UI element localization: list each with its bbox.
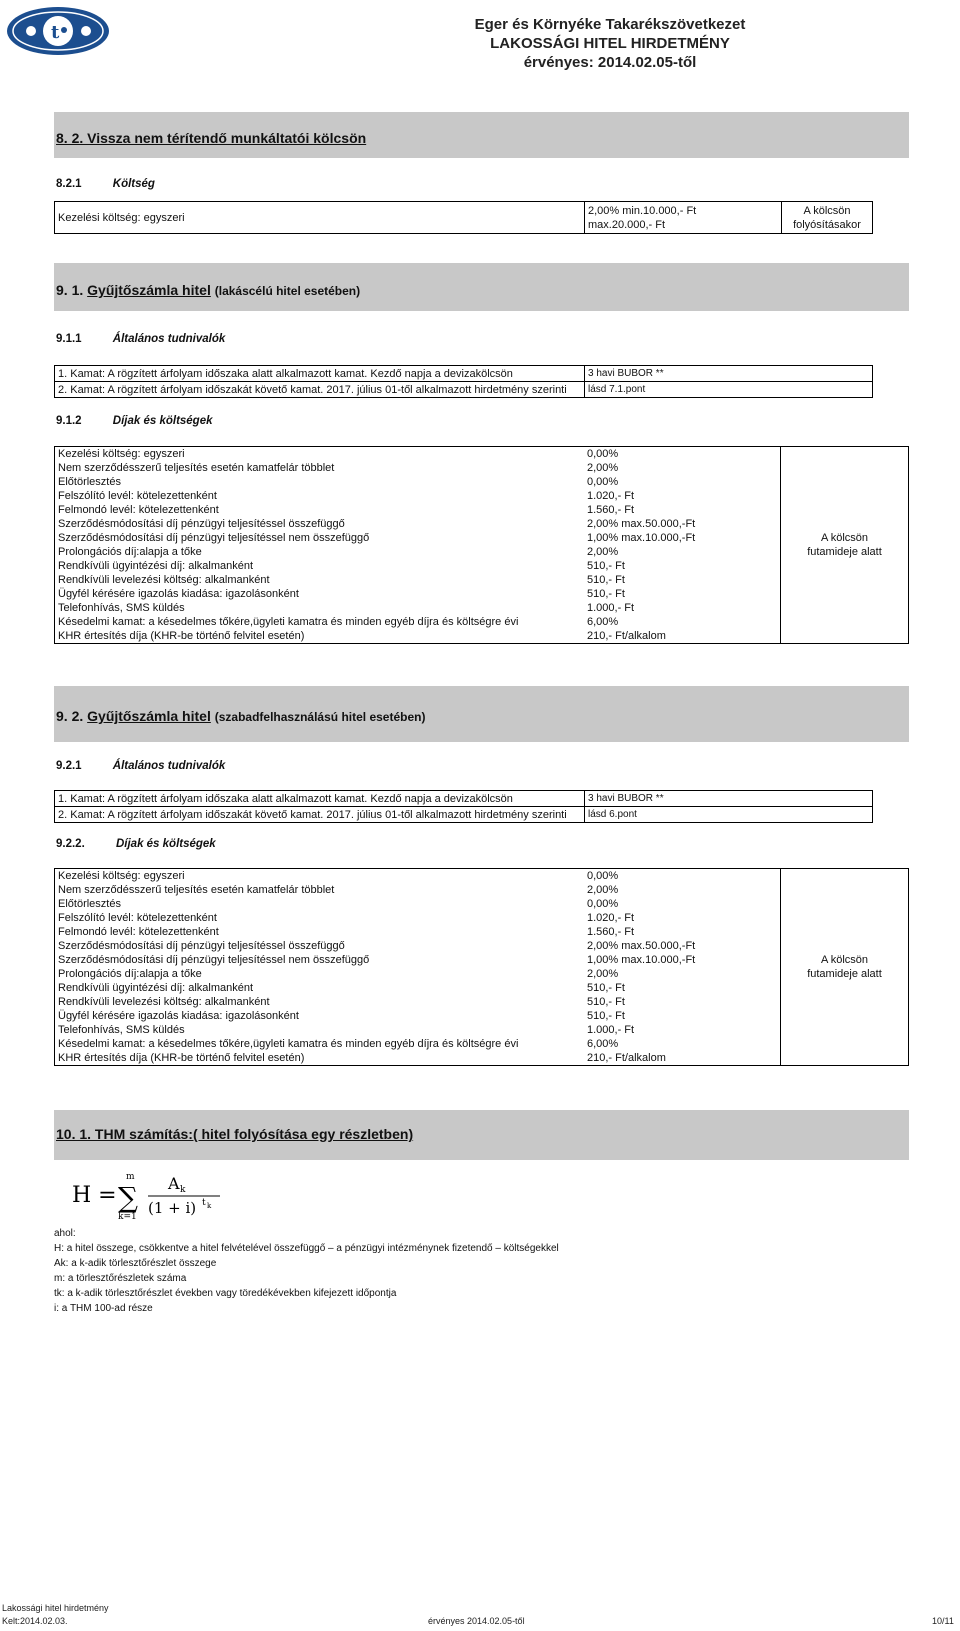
fee-value: 1,00% max.10.000,-Ft — [584, 953, 781, 967]
fee-label: Szerződésmódosítási díj pénzügyi teljesítéssel összefüggő — [55, 939, 585, 953]
fee-value: 1,00% max.10.000,-Ft — [584, 531, 781, 545]
footer-page-number: 10/11 — [932, 1616, 954, 1626]
thm-formula — [70, 1167, 230, 1223]
table-row — [55, 517, 909, 531]
svg-text:t: t — [51, 22, 60, 43]
table-row — [55, 1051, 909, 1066]
fee-period-line2: futamideje alatt — [807, 968, 882, 980]
section-number: 9. 2. — [56, 708, 84, 724]
section-title-10-1 — [56, 1126, 413, 1142]
cost-label: Kezelési költség: egyszeri — [55, 202, 585, 234]
footer-date: Kelt:2014.02.03. — [2, 1616, 68, 1626]
table-row — [55, 911, 909, 925]
table-row — [55, 503, 909, 517]
subsection-title: Költség — [112, 178, 155, 190]
fee-label: Felszólító levél: kötelezettenként — [55, 911, 585, 925]
fee-label: Telefonhívás, SMS küldés — [55, 1023, 585, 1037]
fee-value: 210,- Ft/alkalom — [584, 629, 781, 644]
fee-value: 1.000,- Ft — [584, 601, 781, 615]
section-title-10-1-text: 10. 1. THM számítás:( hitel folyósítása egy részletben) — [56, 1126, 414, 1142]
table-row — [55, 791, 873, 807]
fee-value: 1.560,- Ft — [584, 503, 781, 517]
table-row — [55, 489, 909, 503]
table-row — [55, 939, 909, 953]
fee-value: 510,- Ft — [584, 559, 781, 573]
fee-label: Prolongációs díj:alapja a tőke — [55, 967, 585, 981]
fee-value: 2,00% max.50.000,-Ft — [584, 517, 781, 531]
section-title-9-2 — [56, 708, 425, 724]
section-title-9-1 — [56, 282, 360, 298]
section-title-note: (lakáscélú hitel esetében) — [214, 284, 361, 298]
footer-validity: érvényes 2014.02.05-től — [428, 1616, 525, 1626]
fee-value: 510,- Ft — [584, 995, 781, 1009]
fee-label: Ügyfél kérésére igazolás kiadása: igazolásonként — [55, 1009, 585, 1023]
header-validity: érvényes: 2014.02.05-től — [523, 54, 697, 71]
general-value: lásd 7.1.pont — [585, 382, 873, 398]
fee-label: Késedelmi kamat: a késedelmes tőkére,ügyleti kamatra és minden egyéb díjra és költségre évi — [55, 615, 585, 629]
subsection-9-2-1 — [56, 760, 225, 772]
subsection-9-1-1 — [56, 333, 225, 345]
subsection-title: Általános tudnivalók — [112, 333, 226, 345]
fee-label: Nem szerződésszerű teljesítés esetén kamatfelár többlet — [55, 883, 585, 897]
fee-label: Kezelési költség: egyszeri — [55, 447, 585, 462]
formula-sum-bottom: k=1 — [118, 1212, 137, 1222]
cost-note-line1: A kölcsön — [803, 204, 851, 217]
subsection-number: 9.2.1 — [56, 760, 82, 772]
section-title-note: (szabadfelhasználású hitel esetében) — [214, 710, 426, 724]
fee-value: 6,00% — [584, 1037, 781, 1051]
subsection-9-2-2 — [56, 838, 216, 850]
subsection-9-1-2 — [56, 415, 213, 427]
subsection-number: 8.2.1 — [56, 178, 82, 190]
fee-value: 0,00% — [584, 897, 781, 911]
table-row — [55, 897, 909, 911]
header-title: Eger és Környéke Takarékszövetkezet — [474, 16, 746, 33]
subsection-8-2-1 — [56, 178, 155, 190]
general-value: lásd 6.pont — [585, 807, 873, 823]
section-title-8-2-text: 8. 2. Vissza nem térítendő munkáltatói kölcsön — [56, 130, 367, 146]
header-subtitle: LAKOSSÁGI HITEL HIRDETMÉNY — [490, 35, 730, 52]
fee-label: Rendkívüli ügyintézési díj: alkalmanként — [55, 559, 585, 573]
fee-value: 2,00% — [584, 967, 781, 981]
fee-value: 2,00% max.50.000,-Ft — [584, 939, 781, 953]
table-row — [55, 573, 909, 587]
fee-value: 510,- Ft — [584, 981, 781, 995]
general-label: 2. Kamat: A rögzített árfolyam időszakát követő kamat. 2017. július 01-től alkalmazott hirdetmény szerinti — [55, 382, 585, 398]
subsection-title: Díjak és költségek — [112, 415, 213, 427]
table-row — [55, 461, 909, 475]
fee-value: 510,- Ft — [584, 573, 781, 587]
fee-value: 0,00% — [584, 475, 781, 489]
subsection-number: 9.1.1 — [56, 333, 82, 345]
fee-table-9-1 — [54, 446, 909, 644]
fee-value: 0,00% — [584, 869, 781, 884]
general-table-9-1 — [54, 365, 873, 398]
fee-label: Előtörlesztés — [55, 475, 585, 489]
fee-period-line1: A kölcsön — [820, 532, 869, 544]
fee-value: 1.020,- Ft — [584, 489, 781, 503]
section-title-underlined: Gyűjtőszámla hitel — [87, 708, 211, 724]
general-label: 2. Kamat: A rögzített árfolyam időszakát követő kamat. 2017. július 01-től alkalmazott hirdetmény szerinti — [55, 807, 585, 823]
table-row — [55, 531, 909, 545]
table-row — [55, 883, 909, 897]
table-row — [55, 587, 909, 601]
table-row — [55, 1037, 909, 1051]
fee-label: Szerződésmódosítási díj pénzügyi teljesítéssel nem összefüggő — [55, 953, 585, 967]
subsection-number: 9.1.2 — [56, 415, 82, 427]
section-number: 9. 1. — [56, 282, 84, 298]
cost-note — [782, 202, 873, 234]
definitions-intro: ahol: — [54, 1228, 76, 1239]
fee-value: 6,00% — [584, 615, 781, 629]
definition-item: i: a THM 100-ad része — [54, 1303, 153, 1314]
cost-value — [585, 202, 782, 234]
general-table-9-2 — [54, 790, 873, 823]
table-row — [55, 475, 909, 489]
cost-note-line2: folyósításakor — [793, 218, 861, 231]
fee-label: Nem szerződésszerű teljesítés esetén kamatfelár többlet — [55, 461, 585, 475]
formula-numerator: A — [168, 1174, 180, 1193]
definition-item: Ak: a k-adik törlesztőrészlet összege — [54, 1258, 217, 1269]
fee-period-line1: A kölcsön — [820, 954, 869, 966]
table-row — [55, 807, 873, 823]
fee-value: 2,00% — [584, 461, 781, 475]
fee-label: KHR értesítés díja (KHR-be történő felvitel esetén) — [55, 629, 585, 644]
fee-period-note — [781, 447, 909, 644]
fee-period-note — [781, 869, 909, 1066]
subsection-title: Általános tudnivalók — [112, 760, 226, 772]
fee-label: Szerződésmódosítási díj pénzügyi teljesítéssel összefüggő — [55, 517, 585, 531]
sum-icon: ∑ — [118, 1181, 138, 1214]
fee-label: Rendkívüli levelezési költség: alkalmanként — [55, 573, 585, 587]
fee-value: 210,- Ft/alkalom — [584, 1051, 781, 1066]
fee-value: 0,00% — [584, 447, 781, 462]
fee-value: 2,00% — [584, 545, 781, 559]
cost-value-line1: 2,00% min.10.000,- Ft — [588, 204, 697, 217]
table-row — [55, 981, 909, 995]
subsection-number: 9.2.2. — [56, 838, 85, 850]
formula-denominator-sup: t — [202, 1198, 206, 1208]
general-label: 1. Kamat: A rögzített árfolyam időszaka alatt alkalmazott kamat. Kezdő napja a devizakölcsön — [55, 366, 585, 382]
table-row — [55, 953, 909, 967]
fee-label: Rendkívüli levelezési költség: alkalmanként — [55, 995, 585, 1009]
fee-label: Szerződésmódosítási díj pénzügyi teljesítéssel nem összefüggő — [55, 531, 585, 545]
table-row — [55, 869, 909, 884]
table-row — [55, 559, 909, 573]
table-row — [55, 601, 909, 615]
fee-label: Előtörlesztés — [55, 897, 585, 911]
definition-item: m: a törlesztőrészletek száma — [54, 1273, 187, 1284]
fee-value: 1.000,- Ft — [584, 1023, 781, 1037]
general-value: 3 havi BUBOR ** — [585, 791, 873, 807]
section-title-underlined: Gyűjtőszámla hitel — [87, 282, 211, 298]
section-title-8-2 — [56, 130, 366, 146]
table-row — [55, 545, 909, 559]
general-label: 1. Kamat: A rögzített árfolyam időszaka alatt alkalmazott kamat. Kezdő napja a devizakölcsön — [55, 791, 585, 807]
fee-value: 2,00% — [584, 883, 781, 897]
table-row — [55, 1009, 909, 1023]
table-row — [55, 1023, 909, 1037]
table-row — [55, 447, 909, 462]
table-row — [55, 615, 909, 629]
table-row — [55, 967, 909, 981]
table-row — [55, 366, 873, 382]
table-row — [55, 995, 909, 1009]
formula-sum-top: m — [126, 1172, 135, 1182]
fee-value: 1.560,- Ft — [584, 925, 781, 939]
definition-item: H: a hitel összege, csökkentve a hitel felvételével összefüggő – a pénzügyi intézménynek fizetendő – költségekkel — [54, 1243, 559, 1254]
fee-label: Telefonhívás, SMS küldés — [55, 601, 585, 615]
fee-value: 510,- Ft — [584, 587, 781, 601]
fee-label: Rendkívüli ügyintézési díj: alkalmanként — [55, 981, 585, 995]
table-row — [55, 382, 873, 398]
cost-table-8-2 — [54, 201, 873, 234]
definitions-block — [54, 1226, 559, 1316]
fee-label: Késedelmi kamat: a késedelmes tőkére,ügyleti kamatra és minden egyéb díjra és költségre évi — [55, 1037, 585, 1051]
definition-item: tk: a k-adik törlesztőrészlet években vagy töredékévekben kifejezett időpontja — [54, 1288, 397, 1299]
table-row — [55, 925, 909, 939]
fee-label: Felszólító levél: kötelezettenként — [55, 489, 585, 503]
fee-label: Prolongációs díj:alapja a tőke — [55, 545, 585, 559]
fee-label: KHR értesítés díja (KHR-be történő felvitel esetén) — [55, 1051, 585, 1066]
formula-numerator-sub: k — [180, 1185, 186, 1195]
subsection-title: Díjak és költségek — [115, 838, 216, 850]
cost-value-line2: max.20.000,- Ft — [588, 218, 666, 231]
fee-label: Ügyfél kérésére igazolás kiadása: igazolásonként — [55, 587, 585, 601]
formula-denominator: (1 + i) — [148, 1199, 197, 1217]
bank-logo — [6, 6, 110, 56]
formula-denominator-sup-sub: k — [207, 1202, 212, 1210]
fee-period-line2: futamideje alatt — [807, 546, 882, 558]
fee-label: Kezelési költség: egyszeri — [55, 869, 585, 884]
footer-doc-name: Lakossági hitel hirdetmény — [2, 1603, 109, 1613]
fee-value: 1.020,- Ft — [584, 911, 781, 925]
fee-value: 510,- Ft — [584, 1009, 781, 1023]
fee-table-9-2 — [54, 868, 909, 1066]
table-row — [55, 629, 909, 644]
formula-lhs: H = — [72, 1183, 117, 1208]
general-value: 3 havi BUBOR ** — [585, 366, 873, 382]
fee-label: Felmondó levél: kötelezettenként — [55, 925, 585, 939]
fee-label: Felmondó levél: kötelezettenként — [55, 503, 585, 517]
